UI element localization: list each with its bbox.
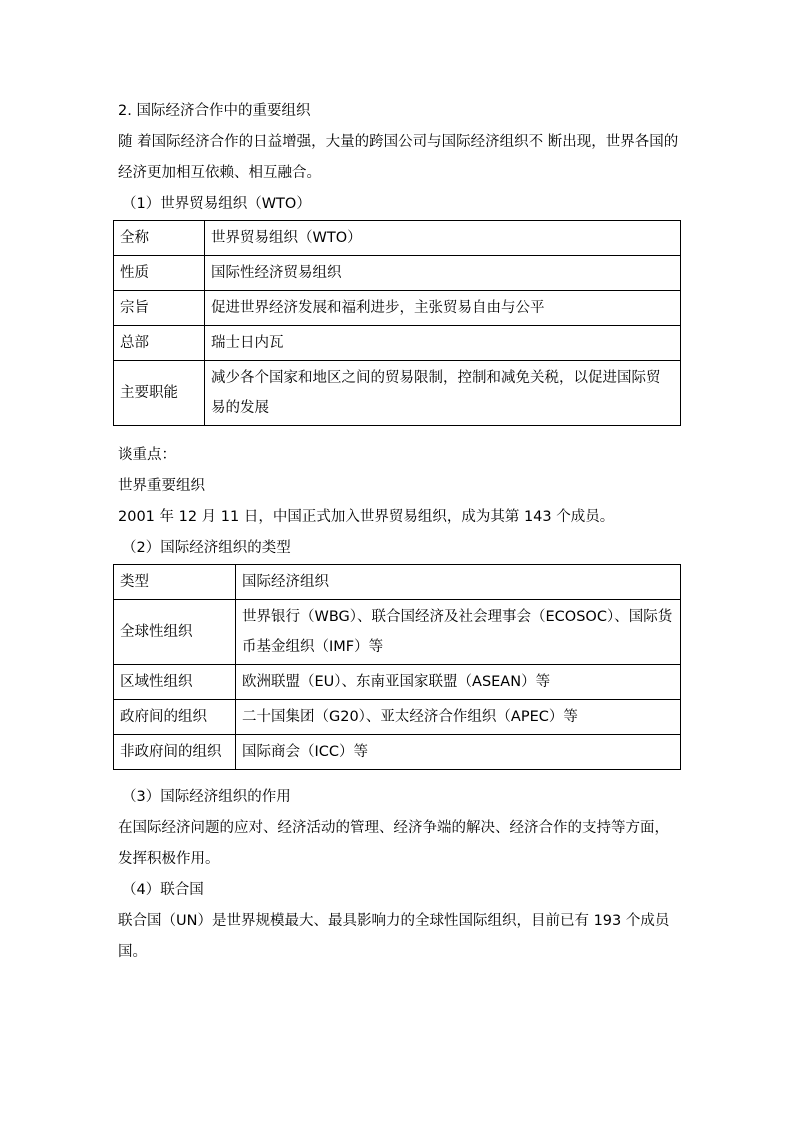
table-row	[114, 291, 681, 326]
intro-paragraph: 随 着国际经济合作的日益增强，大量的跨国公司与国际经济组织不 断出现，世界各国的经济更加相互依赖、相互融合。	[118, 134, 679, 181]
table-cell-key: 宗旨	[114, 291, 205, 326]
wto-table	[113, 220, 681, 426]
talk-label: 谈重点：	[118, 447, 176, 463]
table-cell-value: 国际经济组织	[236, 565, 681, 600]
table-cell-value: 瑞士日内瓦	[205, 326, 681, 361]
table-row	[114, 326, 681, 361]
table-cell-value: 欧洲联盟（EU）、东南亚国家联盟（ASEAN）等	[236, 665, 681, 700]
talk-topic: 世界重要组织	[118, 478, 205, 494]
table-row	[114, 665, 681, 700]
table-cell-value: 国际性经济贸易组织	[205, 256, 681, 291]
table-cell-key: 类型	[114, 565, 236, 600]
types-table	[113, 564, 681, 770]
table-cell-key: 政府间的组织	[114, 700, 236, 735]
role-paragraph: 在国际经济问题的应对、经济活动的管理、经济争端的解决、经济合作的支持等方面，发挥积极作用。	[118, 820, 669, 867]
table-cell-key: 非政府间的组织	[114, 735, 236, 770]
table-row	[114, 700, 681, 735]
table-cell-key: 全称	[114, 221, 205, 256]
table-row	[114, 256, 681, 291]
role-subtitle: （3）国际经济组织的作用	[122, 789, 291, 805]
table-row	[114, 600, 681, 665]
document-page	[118, 96, 682, 968]
talk-fact: 2001 年 12 月 11 日，中国正式加入世界贸易组织，成为其第 143 个成员。	[118, 509, 615, 525]
table-cell-key: 总部	[114, 326, 205, 361]
table-cell-value: 世界贸易组织（WTO）	[205, 221, 681, 256]
un-paragraph: 联合国（UN）是世界规模最大、最具影响力的全球性国际组织，目前已有 193 个成员国。	[118, 913, 670, 960]
table-cell-key: 全球性组织	[114, 600, 236, 665]
table-row	[114, 565, 681, 600]
table-row	[114, 361, 681, 426]
table-cell-value: 国际商会（ICC）等	[236, 735, 681, 770]
table-row	[114, 221, 681, 256]
types-subtitle: （2）国际经济组织的类型	[122, 540, 291, 556]
section-title: 2. 国际经济合作中的重要组织	[118, 103, 311, 119]
table-row	[114, 735, 681, 770]
table-cell-value: 促进世界经济发展和福利进步，主张贸易自由与公平	[205, 291, 681, 326]
table-cell-key: 区域性组织	[114, 665, 236, 700]
table-cell-value: 减少各个国家和地区之间的贸易限制，控制和减免关税，以促进国际贸易的发展	[205, 361, 681, 426]
table-cell-value: 世界银行（WBG）、联合国经济及社会理事会（ECOSOC）、国际货币基金组织（IMF）等	[236, 600, 681, 665]
un-subtitle: （4）联合国	[122, 882, 204, 898]
table-cell-key: 主要职能	[114, 361, 205, 426]
table-cell-key: 性质	[114, 256, 205, 291]
table-cell-value: 二十国集团（G20）、亚太经济合作组织（APEC）等	[236, 700, 681, 735]
wto-subtitle: （1）世界贸易组织（WTO）	[122, 196, 311, 212]
